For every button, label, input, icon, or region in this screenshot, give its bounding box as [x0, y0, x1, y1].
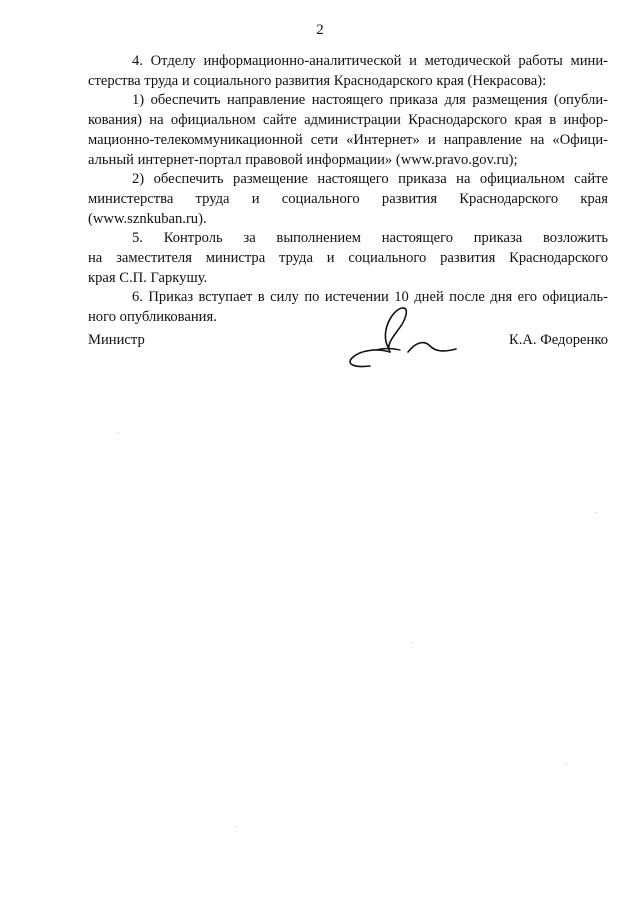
- text-line: кования) на официальном сайте администрации Краснодарского края в инфор-: [88, 112, 608, 129]
- text-line: стерства труда и социального развития Краснодарского края (Некрасова):: [88, 72, 547, 89]
- paragraph-4-2: [88, 170, 608, 229]
- text-line: на заместителя министра труда и социального развития Краснодарского: [88, 250, 608, 267]
- text-line: альный интернет-портал правовой информации» (www.pravo.gov.ru);: [88, 151, 518, 168]
- signatory-name: К.А. Федоренко: [509, 332, 608, 348]
- text-line: (www.sznkuban.ru).: [88, 210, 207, 227]
- text-line: ного опубликования.: [88, 309, 217, 326]
- paragraph-4: [88, 52, 608, 91]
- signatory-title: Министр: [88, 332, 145, 348]
- scan-speck: [566, 764, 567, 765]
- page-number: 2: [316, 22, 324, 38]
- text-line: министерства труда и социального развития Краснодарского края: [88, 190, 608, 207]
- text-line: 1) обеспечить направление настоящего приказа для размещения (опубли-: [132, 92, 608, 109]
- text-line: края С.П. Гаркушу.: [88, 269, 208, 286]
- paragraph-4-1: [88, 91, 608, 170]
- scan-speck: [412, 642, 413, 643]
- scan-speck: [596, 512, 597, 513]
- scan-speck: [118, 432, 119, 433]
- scan-speck: [236, 826, 237, 827]
- document-body: [88, 52, 608, 328]
- text-line: мационно-телекоммуникационной сети «Интернет» и направление на «Офици-: [88, 131, 608, 148]
- text-line: 5. Контроль за выполнением настоящего приказа возложить: [132, 230, 608, 247]
- text-line: 2) обеспечить размещение настоящего приказа на официальном сайте: [132, 171, 608, 188]
- text-line: 6. Приказ вступает в силу по истечении 10 дней после дня его официаль-: [132, 289, 608, 306]
- handwritten-signature: [340, 302, 470, 372]
- paragraph-5: [88, 229, 608, 288]
- text-line: 4. Отделу информационно-аналитической и методической работы мини-: [132, 53, 608, 69]
